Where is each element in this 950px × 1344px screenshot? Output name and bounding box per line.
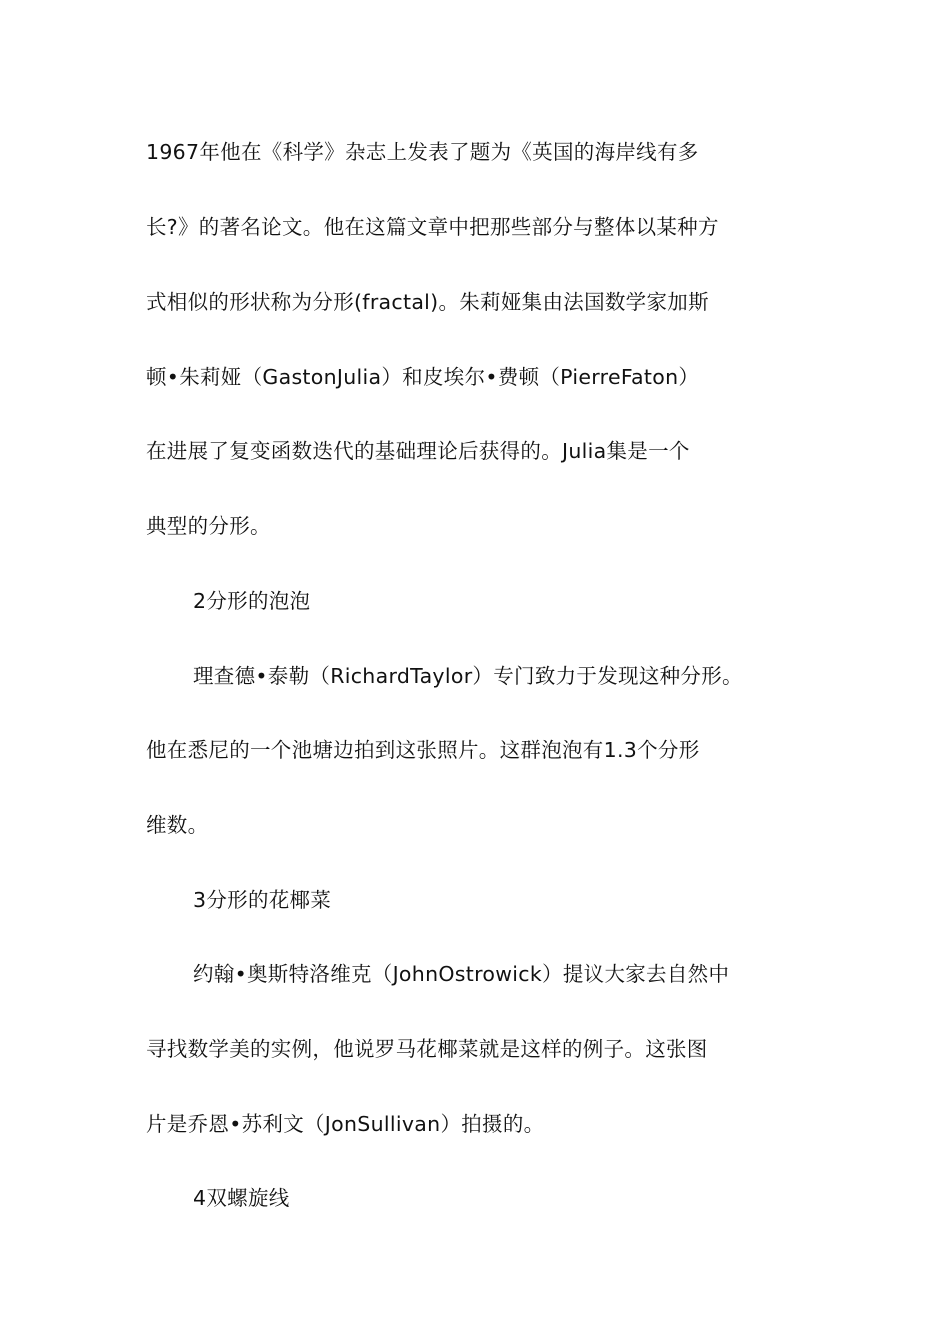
paragraph-line: 寻找数学美的实例，他说罗马花椰菜就是这样的例子。这张图 xyxy=(146,1037,708,1061)
paragraph-line: 理查德•泰勒（RichardTaylor）专门致力于发现这种分形。 xyxy=(193,664,743,688)
section-heading: 4双螺旋线 xyxy=(193,1186,290,1210)
paragraph-line: 式相似的形状称为分形(fractal)。朱莉娅集由法国数学家加斯 xyxy=(146,290,709,314)
paragraph-line: 1967年他在《科学》杂志上发表了题为《英国的海岸线有多 xyxy=(146,140,699,164)
paragraph-line: 长?》的著名论文。他在这篇文章中把那些部分与整体以某种方 xyxy=(146,215,719,239)
paragraph-line: 维数。 xyxy=(146,813,209,837)
paragraph-line: 顿•朱莉娅（GastonJulia）和皮埃尔•费顿（PierreFaton） xyxy=(146,365,700,389)
paragraph-line: 他在悉尼的一个池塘边拍到这张照片。这群泡泡有1.3个分形 xyxy=(146,738,700,762)
section-heading: 2分形的泡泡 xyxy=(193,589,311,613)
paragraph-line: 在进展了复变函数迭代的基础理论后获得的。Julia集是一个 xyxy=(146,439,690,463)
paragraph-line: 典型的分形。 xyxy=(146,514,271,538)
paragraph-line: 片是乔恩•苏利文（JonSullivan）拍摄的。 xyxy=(146,1112,545,1136)
section-heading: 3分形的花椰菜 xyxy=(193,888,332,912)
paragraph-line: 约翰•奥斯特洛维克（JohnOstrowick）提议大家去自然中 xyxy=(193,962,730,986)
